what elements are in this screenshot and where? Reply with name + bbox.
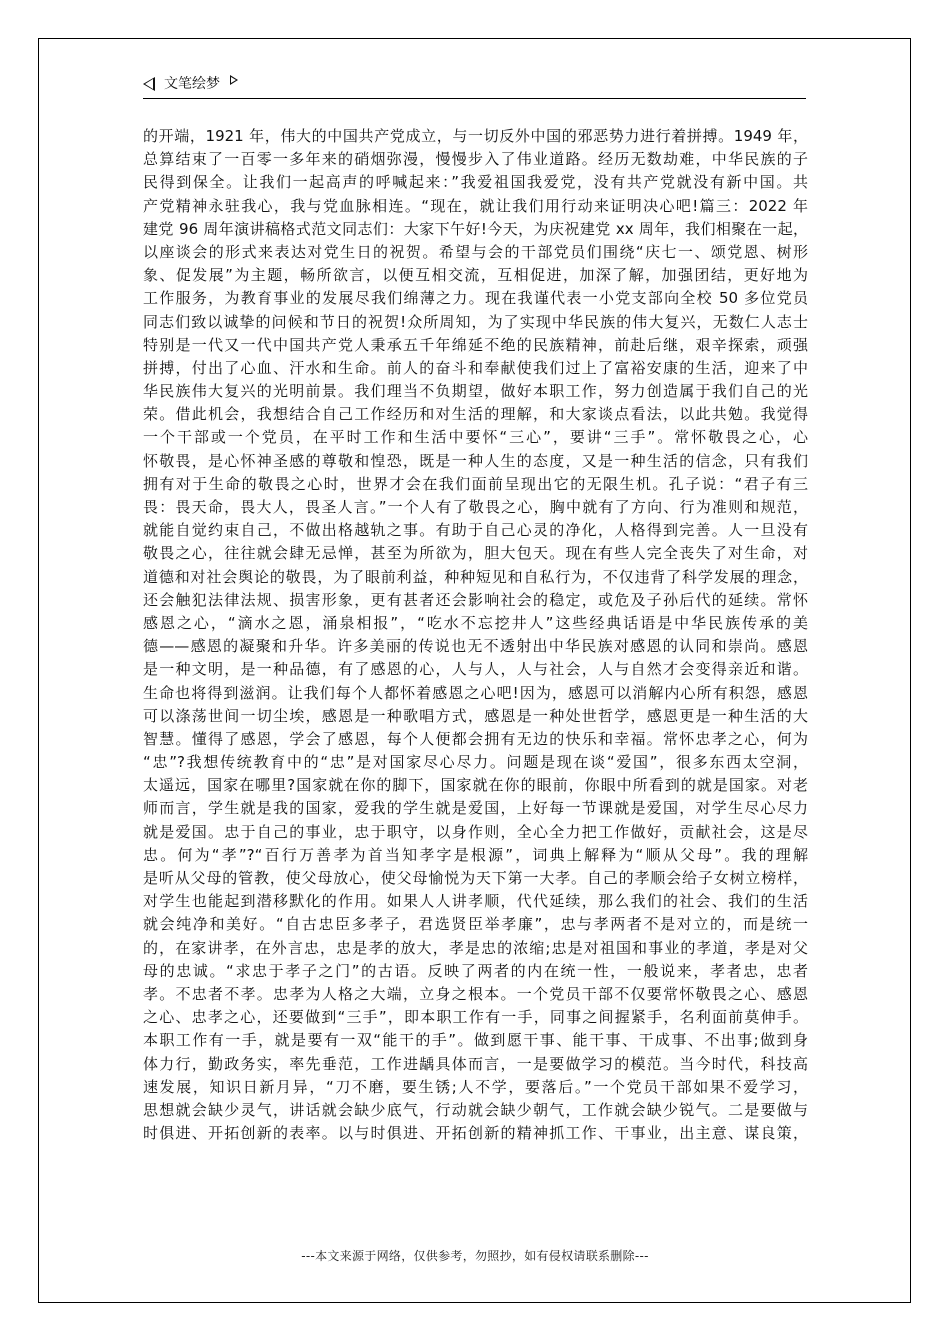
text-line: 民得到保全。让我们一起高声的呼喊起来：”我爱祖国我爱党，没有共产党就没有新中国。共 [143, 173, 808, 192]
text-line: 建党 96 周年演讲稿格式范文同志们：大家下午好!今天，为庆祝建党 xx 周年，我们相聚在一起， [143, 219, 808, 238]
text-line: 对学生也能起到潜移默化的作用。如果人人讲孝顺，代代延续，那么我们的社会、我们的生活 [143, 892, 808, 911]
text-line: 工作服务，为教育事业的发展尽我们绵薄之力。现在我谨代表一小党支部向全校 50 多位党员 [143, 289, 808, 308]
text-line: 速发展，知识日新月异，“刀不磨，要生锈;人不学，要落后。”一个党员干部如果不爱学习， [143, 1077, 808, 1096]
text-line: 本职工作有一手，就是要有一双“能干的手”。做到愿干事、能干事、干成事、不出事;做到身 [143, 1031, 808, 1050]
page-footer: ---本文来源于网络，仅供参考，勿照抄，如有侵权请联系删除--- [301, 1249, 649, 1263]
document-body [143, 125, 808, 1145]
text-line: 拼搏，付出了心血、汗水和生命。前人的奋斗和奉献使我们过上了富裕安康的生活，迎来了中 [143, 358, 808, 377]
text-line: 华民族伟大复兴的光明前景。我们理当不负期望，做好本职工作，努力创造属于我们自己的光 [143, 382, 808, 401]
triangle-left-icon [143, 77, 155, 91]
text-line: 时俱进、开拓创新的表率。以与时俱进、开拓创新的精神抓工作、干事业，出主意、谋良策， [143, 1124, 808, 1143]
header-title: 文笔绘梦 [164, 76, 220, 92]
text-line: 象、促发展”为主题，畅所欲言，以便互相交流，互相促进，加深了解，加强团结，更好地为 [143, 266, 808, 285]
text-line: 同志们致以诚挚的问候和节日的祝贺!众所周知，为了实现中华民族的伟大复兴，无数仁人志士 [143, 312, 808, 331]
text-line: 的开端，1921 年，伟大的中国共产党成立，与一切反外中国的邪恶势力进行着拼搏。1949 年， [143, 127, 808, 145]
text-line: 拥有对于生命的敬畏之心时，世界才会在我们面前呈现出它的无限生机。孔子说：“君子有三 [143, 474, 808, 493]
text-line: 还会触犯法律法规、损害形象，更有甚者还会影响社会的稳定，或危及子孙后代的延续。常怀 [143, 590, 808, 609]
text-line: 母的忠诚。“求忠于孝子之门”的古语。反映了两者的内在统一性，一般说来，孝者忠，忠者 [143, 961, 808, 980]
text-line: 的，在家讲孝，在外言忠，忠是孝的放大，孝是忠的浓缩;忠是对祖国和事业的孝道，孝是对父 [143, 938, 808, 957]
text-line: 以座谈会的形式来表达对党生日的祝贺。希望与会的干部党员们围绕“庆七一、颂党恩、树形 [143, 242, 808, 261]
text-line: 产党精神永驻我心，我与党血脉相连。“现在，就让我们用行动来证明决心吧!篇三：2022 年 [143, 196, 808, 215]
text-line: 孝。不忠者不孝。忠孝为人格之大端，立身之根本。一个党员干部不仅要常怀敬畏之心、感恩 [143, 984, 808, 1003]
text-line: 就能自觉约束自己，不做出格越轨之事。有助于自己心灵的净化，人格得到完善。人一旦没有 [143, 521, 808, 540]
page-header [143, 74, 806, 99]
text-line: 荣。借此机会，我想结合自己工作经历和对生活的理解，和大家谈点看法，以此共勉。我觉得 [143, 405, 808, 424]
text-line: 特别是一代又一代中国共产党人秉承五千年绵延不绝的民族精神，前赴后继，艰辛探索，顽强 [143, 335, 808, 354]
text-line: 一个干部或一个党员，在平时工作和生活中要怀“三心”，要讲“三手”。常怀敬畏之心，心 [143, 428, 808, 447]
text-line: “忠”?我想传统教育中的“忠”是对国家尽心尽力。问题是现在谈“爱国”，很多东西太空洞， [143, 753, 808, 772]
text-line: 生命也将得到滋润。让我们每个人都怀着感恩之心吧!因为，感恩可以消解内心所有积怨，感恩 [143, 683, 808, 702]
text-line: 是一种文明，是一种品德，有了感恩的心，人与人，人与社会，人与自然才会变得亲近和谐。 [143, 660, 808, 679]
text-line: 忠。何为“孝”?“百行万善孝为首当知孝字是根源”，词典上解释为“顺从父母”。我的理解 [143, 845, 808, 864]
text-line: 可以涤荡世间一切尘埃，感恩是一种歌唱方式，感恩是一种处世哲学，感恩更是一种生活的大 [143, 706, 808, 725]
text-line: 太遥远，国家在哪里?国家就在你的脚下，国家就在你的眼前，你眼中所看到的就是国家。对老 [143, 776, 808, 795]
text-line: 智慧。懂得了感恩，学会了感恩，每个人便都会拥有无边的快乐和幸福。常怀忠孝之心，何为 [143, 729, 808, 748]
text-line: 感恩之心，“滴水之恩，涌泉相报”，“吃水不忘挖井人”这些经典话语是中华民族传承的美 [143, 613, 808, 632]
text-line: 道德和对社会舆论的敬畏，为了眼前利益，种种短见和自私行为，不仅违背了科学发展的理念， [143, 567, 808, 586]
text-line: 总算结束了一百零一多年来的硝烟弥漫，慢慢步入了伟业道路。经历无数劫难，中华民族的子 [143, 150, 808, 169]
text-line: 思想就会缺少灵气，讲话就会缺少底气，行动就会缺少朝气，工作就会缺少锐气。二是要做与 [143, 1100, 808, 1119]
text-line: 畏：畏天命，畏大人，畏圣人言。”一个人有了敬畏之心，胸中就有了方向、行为准则和规范， [143, 498, 808, 516]
text-line: 德——感恩的凝聚和升华。许多美丽的传说也无不透射出中华民族对感恩的认同和崇尚。感恩 [143, 637, 808, 656]
text-line: 敬畏之心，往往就会肆无忌惮，甚至为所欲为，胆大包天。现在有些人完全丧失了对生命，对 [143, 544, 808, 563]
text-line: 师而言，学生就是我的国家，爱我的学生就是爱国，上好每一节课就是爱国，对学生尽心尽力 [143, 799, 808, 818]
text-line: 就会纯净和美好。“自古忠臣多孝子，君选贤臣举孝廉”，忠与孝两者不是对立的，而是统一 [143, 915, 808, 934]
triangle-right-icon [230, 75, 238, 85]
text-line: 就是爱国。忠于自己的事业，忠于职守，以身作则，全心全力把工作做好，贡献社会，这是尽 [143, 822, 808, 841]
header-title-group [143, 76, 238, 92]
text-line: 体力行，勤政务实，率先垂范，工作进龋具体而言，一是要做学习的模范。当今时代，科技高 [143, 1054, 808, 1073]
text-line: 之心、忠孝之心，还要做到“三手”，即本职工作有一手，同事之间握紧手，名利面前莫伸手。 [143, 1008, 808, 1027]
text-line: 怀敬畏，是心怀神圣感的尊敬和惶恐，既是一种人生的态度，又是一种生活的信念，只有我们 [143, 451, 808, 470]
text-line: 是听从父母的管教，使父母放心，使父母愉悦为天下第一大孝。自己的孝顺会给子女树立榜样， [143, 869, 808, 887]
